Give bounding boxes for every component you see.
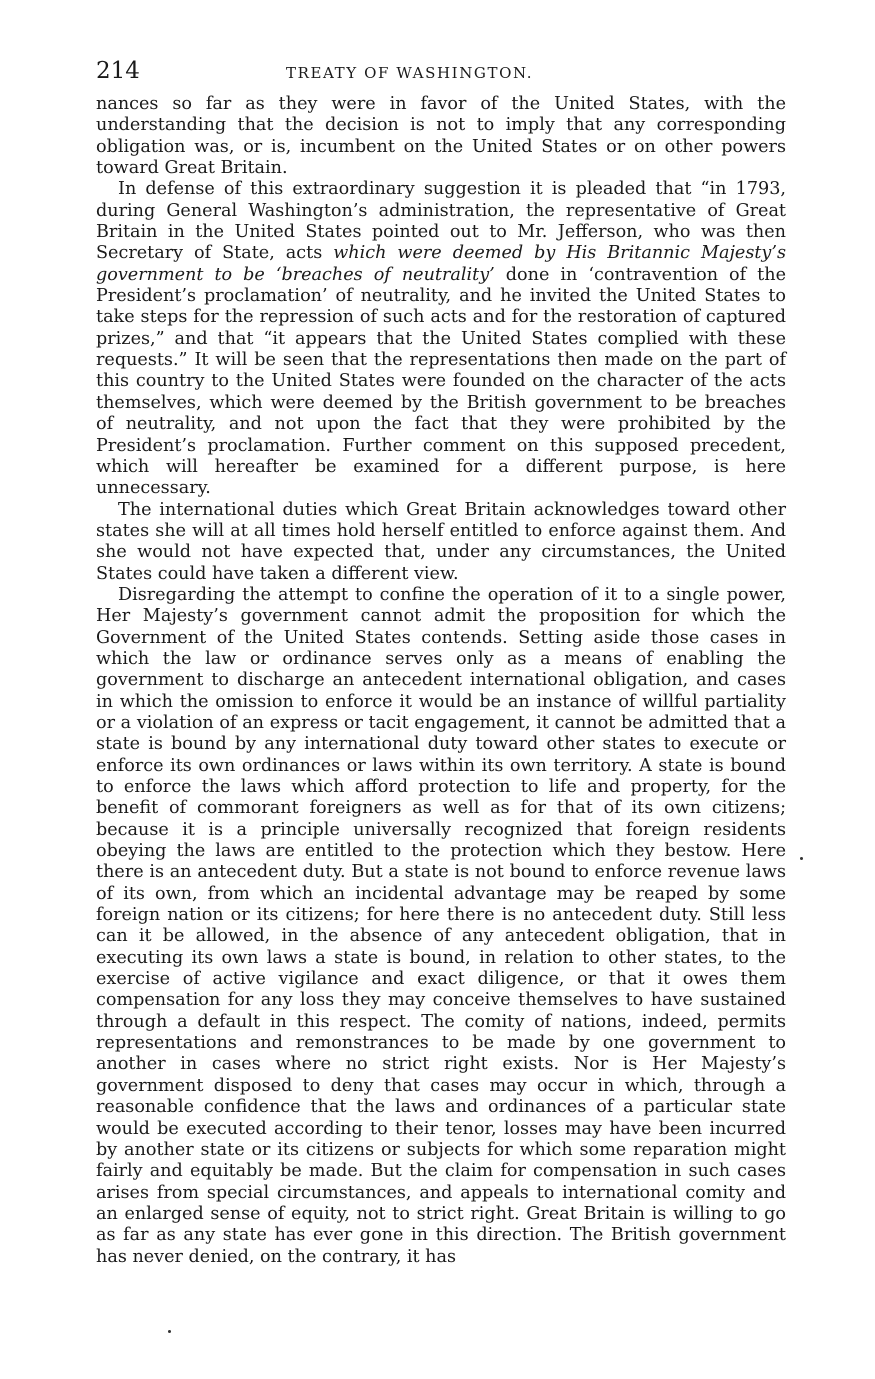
ink-speck (168, 1330, 171, 1333)
paragraph-3 (96, 500, 786, 585)
book-page (96, 58, 786, 1268)
page-header (96, 58, 786, 94)
ink-speck (800, 857, 803, 860)
paragraph-1 (96, 94, 786, 179)
paragraph-text: done in ‘contravention of the President’s proclamation’ of neutrality, and he invited the United States to take steps for the repression of such acts and for the restoration of captured prizes,” and that “it appears that the United States complied with these requests.” It will be seen that the representations then made on the part of this country to the United States were founded on the character of the acts themselves, which were deemed by the British government to be breaches of neutrality, and not upon the fact that they were prohibited by the President’s proclamation. Further comment on this supposed precedent, which will hereafter be examined for a different purpose, is here unnecessary. (96, 264, 786, 499)
paragraph-text: The international duties which Great Britain acknowledges toward other states she will at all times hold herself entitled to enforce against them. And she would not have expected that, under any circumstances, the United States could have taken a different view. (96, 499, 786, 584)
italic-quotation: which were deemed by His Britannic Majesty’s government to be ‘breaches of neutrality’ (96, 243, 786, 285)
paragraph-2 (96, 179, 786, 499)
body-text (96, 94, 786, 1268)
page-number: 214 (96, 58, 140, 84)
paragraph-text: Disregarding the attempt to confine the operation of it to a single power, Her Majesty’s government cannot admit the proposition for which the Government of the United States contends. Setting aside those cases in which the law or ordinance serves only as a means of enabling the government to discharge an antecedent international obligation, and cases in which the omission to enforce it would be an instance of willful partiality or a violation of an express or tacit engagement, it cannot be admitted that a state is bound by any international duty toward other states to execute or enforce its own ordinances or laws within its own territory. A state is bound to enforce the laws which afford protection to life and property, for the benefit of commorant foreigners as well as for that of its own citizens; because it is a principle universally recognized that foreign residents obeying the laws are entitled to the protection which they bestow. Here there is an antecedent duty. But a state is not bound to enforce revenue laws of its own, from which an incidental advantage may be reaped by some foreign nation or its citizens; for here there is no antecedent duty. Still less can it be allowed, in the absence of any antecedent obligation, that in executing its own laws a state is bound, in relation to other states, to the exercise of active vigilance and exact diligence, or that it owes them compensation for any loss they may conceive themselves to have sustained through a default in this respect. The comity of nations, indeed, permits representations and remonstrances to be made by one government to another in cases where no strict right exists. Nor is Her Majesty’s government disposed to deny that cases may occur in which, through a reasonable confidence that the laws and ordinances of a particular state would be executed according to their tenor, losses may have been incurred by another state or its citizens or subjects for which some reparation might fairly and equitably be made. But the claim for compensation in such cases arises from special circumstances, and appeals to international comity and an enlarged sense of equity, not to strict right. Great Britain is willing to go as far as any state has ever gone in this direction. The British government has never denied, on the contrary, it has (96, 584, 786, 1267)
running-title: TREATY OF WASHINGTON. (286, 64, 534, 82)
paragraph-text: nances so far as they were in favor of the United States, with the understanding that the decision is not to imply that any corresponding obligation was, or is, incumbent on the United States or on other powers toward Great Britain. (96, 94, 786, 179)
paragraph-text: In defense of this extraordinary suggestion it is pleaded that “in 1793, during General Washington’s administration, the representative of Great Britain in the United States pointed out to Mr. Jefferson, who was then Secretary of State, acts (96, 179, 786, 264)
paragraph-4 (96, 585, 786, 1268)
